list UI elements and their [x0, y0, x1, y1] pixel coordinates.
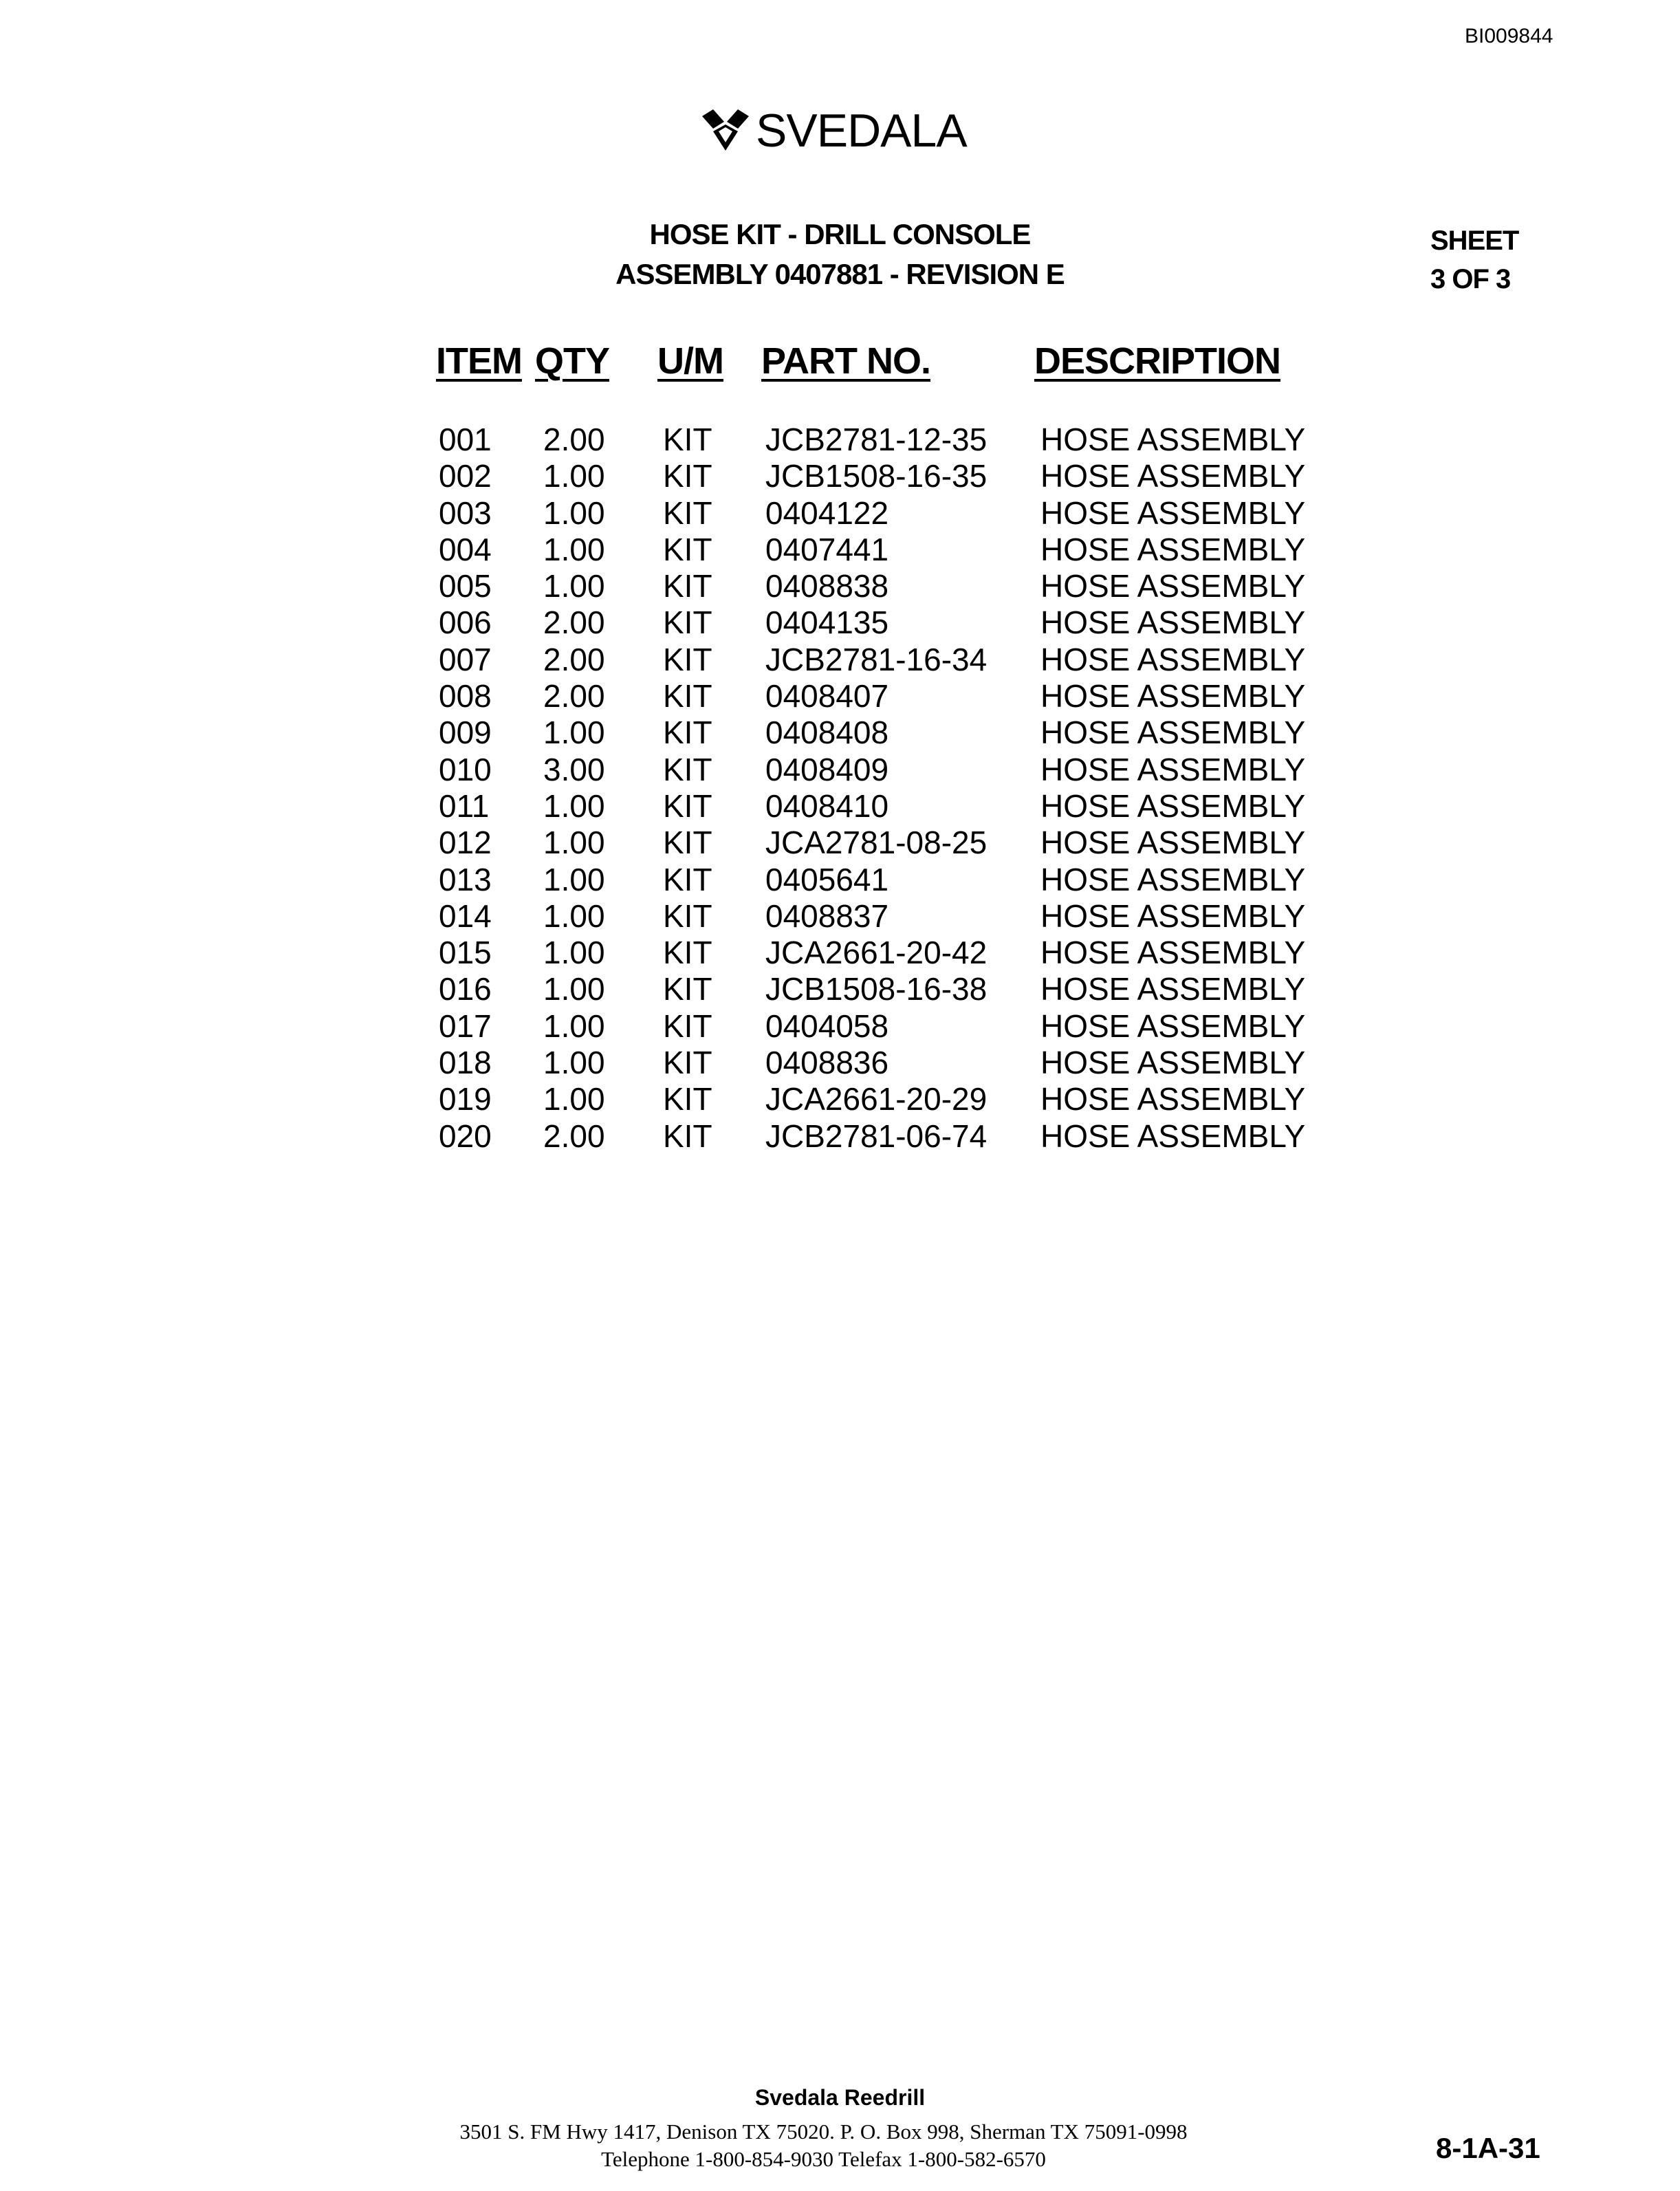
quantity-cell: 1.00	[543, 1045, 605, 1081]
part-number-cell: 0408410	[765, 787, 889, 824]
part-number-cell: JCA2661-20-29	[765, 1081, 988, 1118]
table-row	[0, 751, 1680, 787]
quantity-cell: 1.00	[543, 458, 605, 494]
quantity-cell: 2.00	[543, 604, 605, 641]
item-number-cell: 001	[439, 422, 492, 457]
part-number-cell: 0407441	[765, 531, 889, 567]
description-cell: HOSE ASSEMBLY	[1040, 568, 1306, 604]
unit-of-measure-cell: KIT	[663, 825, 712, 861]
unit-of-measure-cell: KIT	[663, 568, 712, 604]
description-cell: HOSE ASSEMBLY	[1040, 458, 1306, 494]
quantity-cell: 1.00	[543, 531, 605, 567]
unit-of-measure-cell: KIT	[663, 1007, 712, 1044]
table-row	[0, 934, 1680, 970]
table-row	[0, 677, 1680, 714]
part-number-cell: 0404135	[765, 604, 889, 641]
sheet-label: SHEET	[1430, 226, 1519, 256]
table-row	[0, 1007, 1680, 1044]
item-number-cell: 007	[439, 641, 492, 677]
part-number-cell: JCB1508-16-38	[765, 971, 988, 1007]
unit-of-measure-cell: KIT	[663, 1081, 712, 1118]
quantity-cell: 1.00	[543, 1007, 605, 1044]
description-cell: HOSE ASSEMBLY	[1040, 825, 1306, 861]
description-cell: HOSE ASSEMBLY	[1040, 1118, 1306, 1154]
quantity-cell: 1.00	[543, 861, 605, 897]
description-cell: HOSE ASSEMBLY	[1040, 604, 1306, 641]
quantity-cell: 1.00	[543, 568, 605, 604]
footer-company: Svedala Reedrill	[754, 2085, 926, 2110]
quantity-cell: 1.00	[543, 825, 605, 861]
item-number-cell: 010	[439, 751, 492, 787]
part-number-cell: 0408837	[765, 897, 889, 934]
description-cell: HOSE ASSEMBLY	[1040, 715, 1306, 751]
table-row	[0, 861, 1680, 897]
footer-address	[0, 2118, 1647, 2173]
column-header-qty: QTY	[535, 340, 610, 382]
unit-of-measure-cell: KIT	[663, 715, 712, 751]
quantity-cell: 1.00	[543, 787, 605, 824]
quantity-cell: 2.00	[543, 641, 605, 677]
item-number-cell: 005	[439, 568, 492, 604]
table-row	[0, 604, 1680, 640]
item-number-cell: 020	[439, 1118, 492, 1154]
footer-address-line-1: 3501 S. FM Hwy 1417, Denison TX 75020. P. O. Box 998, Sherman TX 75091-0998	[459, 2119, 1188, 2144]
sheet-indicator	[1430, 221, 1518, 298]
table-row	[0, 714, 1680, 750]
part-number-cell: 0408836	[765, 1045, 889, 1081]
quantity-cell: 1.00	[543, 494, 605, 531]
unit-of-measure-cell: KIT	[663, 897, 712, 934]
document-id: BI009844	[1465, 25, 1553, 47]
quantity-cell: 1.00	[543, 897, 605, 934]
description-cell: HOSE ASSEMBLY	[1040, 1081, 1306, 1118]
table-row	[0, 1044, 1680, 1080]
page-number: 8-1A-31	[1436, 2132, 1540, 2164]
table-row	[0, 787, 1680, 824]
quantity-cell: 3.00	[543, 751, 605, 787]
part-number-cell: 0408408	[765, 715, 889, 751]
logo-wordmark: SVEDALA	[756, 105, 967, 157]
parts-table-body	[0, 421, 1680, 1154]
part-number-cell: JCA2661-20-42	[765, 935, 988, 971]
quantity-cell: 2.00	[543, 678, 605, 715]
column-header-description: DESCRIPTION	[1034, 340, 1281, 382]
part-number-cell: 0404122	[765, 494, 889, 531]
unit-of-measure-cell: KIT	[663, 604, 712, 641]
part-number-cell: JCB2781-06-74	[765, 1118, 988, 1154]
description-cell: HOSE ASSEMBLY	[1040, 787, 1306, 824]
description-cell: HOSE ASSEMBLY	[1040, 422, 1306, 457]
item-number-cell: 016	[439, 971, 492, 1007]
quantity-cell: 2.00	[543, 422, 605, 457]
part-number-cell: 0408407	[765, 678, 889, 715]
item-number-cell: 018	[439, 1045, 492, 1081]
item-number-cell: 019	[439, 1081, 492, 1118]
unit-of-measure-cell: KIT	[663, 494, 712, 531]
item-number-cell: 006	[439, 604, 492, 641]
document-title	[0, 215, 1680, 294]
description-cell: HOSE ASSEMBLY	[1040, 531, 1306, 567]
item-number-cell: 012	[439, 825, 492, 861]
sheet-count: 3 OF 3	[1430, 264, 1511, 294]
item-number-cell: 003	[439, 494, 492, 531]
item-number-cell: 013	[439, 861, 492, 897]
description-cell: HOSE ASSEMBLY	[1040, 641, 1306, 677]
description-cell: HOSE ASSEMBLY	[1040, 971, 1306, 1007]
item-number-cell: 008	[439, 678, 492, 715]
unit-of-measure-cell: KIT	[663, 422, 712, 457]
quantity-cell: 1.00	[543, 715, 605, 751]
footer-address-line-2: Telephone 1-800-854-9030 Telefax 1-800-582-6570	[601, 2147, 1046, 2171]
table-row	[0, 897, 1680, 934]
item-number-cell: 011	[439, 787, 490, 824]
table-row	[0, 567, 1680, 604]
svedala-diamond-logo-icon	[698, 107, 753, 155]
part-number-cell: 0408409	[765, 751, 889, 787]
description-cell: HOSE ASSEMBLY	[1040, 1007, 1306, 1044]
quantity-cell: 2.00	[543, 1118, 605, 1154]
part-number-cell: 0408838	[765, 568, 889, 604]
item-number-cell: 009	[439, 715, 492, 751]
column-header-item: ITEM	[436, 340, 522, 382]
unit-of-measure-cell: KIT	[663, 531, 712, 567]
table-row	[0, 1118, 1680, 1154]
item-number-cell: 004	[439, 531, 492, 567]
table-row	[0, 641, 1680, 677]
company-logo	[698, 103, 967, 158]
part-number-cell: 0404058	[765, 1007, 889, 1044]
description-cell: HOSE ASSEMBLY	[1040, 494, 1306, 531]
quantity-cell: 1.00	[543, 1081, 605, 1118]
unit-of-measure-cell: KIT	[663, 641, 712, 677]
unit-of-measure-cell: KIT	[663, 1118, 712, 1154]
part-number-cell: JCB2781-12-35	[765, 422, 988, 457]
description-cell: HOSE ASSEMBLY	[1040, 678, 1306, 715]
unit-of-measure-cell: KIT	[663, 971, 712, 1007]
unit-of-measure-cell: KIT	[663, 678, 712, 715]
unit-of-measure-cell: KIT	[663, 751, 712, 787]
description-cell: HOSE ASSEMBLY	[1040, 897, 1306, 934]
unit-of-measure-cell: KIT	[663, 861, 712, 897]
table-row	[0, 970, 1680, 1007]
title-line-1: HOSE KIT - DRILL CONSOLE	[649, 218, 1031, 250]
part-number-cell: 0405641	[765, 861, 889, 897]
unit-of-measure-cell: KIT	[663, 458, 712, 494]
column-header-part-no: PART NO.	[761, 340, 930, 382]
table-row	[0, 421, 1680, 457]
description-cell: HOSE ASSEMBLY	[1040, 751, 1306, 787]
part-number-cell: JCB2781-16-34	[765, 641, 988, 677]
title-line-2: ASSEMBLY 0407881 - REVISION E	[615, 258, 1065, 290]
part-number-cell: JCB1508-16-35	[765, 458, 988, 494]
unit-of-measure-cell: KIT	[663, 1045, 712, 1081]
description-cell: HOSE ASSEMBLY	[1040, 861, 1306, 897]
table-row	[0, 1080, 1680, 1117]
table-row	[0, 494, 1680, 531]
item-number-cell: 002	[439, 458, 492, 494]
quantity-cell: 1.00	[543, 971, 605, 1007]
item-number-cell: 015	[439, 935, 492, 971]
description-cell: HOSE ASSEMBLY	[1040, 1045, 1306, 1081]
table-row	[0, 824, 1680, 860]
quantity-cell: 1.00	[543, 935, 605, 971]
unit-of-measure-cell: KIT	[663, 935, 712, 971]
item-number-cell: 014	[439, 897, 492, 934]
table-row	[0, 457, 1680, 494]
column-header-um: U/M	[657, 340, 723, 382]
part-number-cell: JCA2781-08-25	[765, 825, 988, 861]
unit-of-measure-cell: KIT	[663, 787, 712, 824]
item-number-cell: 017	[439, 1007, 492, 1044]
table-row	[0, 531, 1680, 567]
description-cell: HOSE ASSEMBLY	[1040, 935, 1306, 971]
